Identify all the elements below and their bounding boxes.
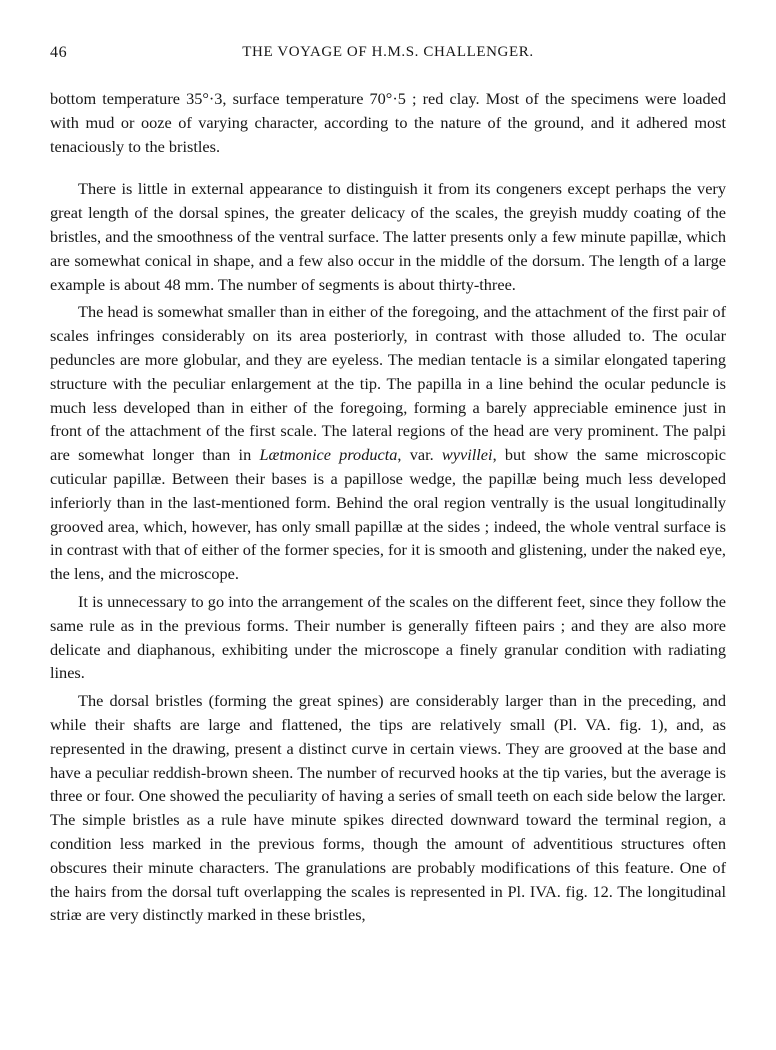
paragraph-3-text-b: , var. — [397, 445, 442, 465]
paragraph-5: The dorsal bristles (forming the great spines) are considerably larger than in the preceding, and while their shafts are large and flattened, the tips are relatively small (Pl. VA. fig. 1), and, as represented in the drawing, present a distinct curve in certain views. They are grooved at the base and have a peculiar reddish-brown sheen. The number of recurved hooks at the tip varies, but the average is three or four. One showed the peculiarity of having a series of small teeth on each side below the larger. The simple bristles as a rule have minute spikes directed downward toward the terminal region, a condition less marked in the previous forms, though the amount of adventitious structures often obscures their minute characters. The granulations are probably modifications of this feature. One of the hairs from the dorsal tuft overlapping the scales is represented in Pl. IVA. fig. 12. The longitudinal striæ are very distinctly marked in these bristles, — [50, 691, 726, 925]
paragraph-3 — [50, 300, 726, 586]
body-text — [50, 87, 726, 927]
paragraph-2: There is little in external appearance to distinguish it from its congeners except perhaps the very great length of the dorsal spines, the greater delicacy of the scales, the greyish muddy coating of the bristles, and the smoothness of the ventral surface. The latter presents only a few minute papillæ, which are somewhat conical in shape, and a few also occur in the middle of the dorsum. The length of a large example is about 48 mm. The number of segments is about thirty-three. — [50, 179, 726, 294]
variety-name: wyvillei — [441, 445, 493, 465]
paragraph-4: It is unnecessary to go into the arrangement of the scales on the different feet, since they follow the same rule as in the previous forms. Their number is generally fifteen pairs ; and they are also more delicate and diaphanous, exhibiting under the microscope a finely granular condition with radiating lines. — [50, 591, 726, 683]
page-number: 46 — [50, 44, 68, 61]
running-head: THE VOYAGE OF H.M.S. CHALLENGER. — [242, 44, 534, 60]
species-name: Lætmonice producta — [259, 445, 398, 465]
paragraph-1: bottom temperature 35°·3, surface temperature 70°·5 ; red clay. Most of the specimens were loaded with mud or ooze of varying character, according to the nature of the ground, and it adhered most tenaciously to the bristles. — [50, 89, 726, 156]
page-header — [50, 44, 726, 66]
paragraph-3-text-c: , but show the same microscopic cuticular papillæ. Between their bases is a papillose wedge, the papillæ being much less developed inferiorly than in the last-mentioned form. Behind the oral region ventrally is the usual longitudinally grooved area, which, however, has only small papillæ at the sides ; indeed, the whole ventral surface is in contrast with that of either of the former species, for it is smooth and glistening, under the naked eye, the lens, and the microscope. — [50, 445, 727, 584]
paragraph-3-text-a: The head is somewhat smaller than in either of the foregoing, and the attachment of the first pair of scales infringes considerably on its area posteriorly, in contrast with those alluded to. The ocular peduncles are more globular, and they are eyeless. The median tentacle is a similar elongated tapering structure with the peculiar enlargement at the tip. The papilla in a line behind the ocular peduncle is much less developed than in either of the foregoing, forming a barely appreciable eminence just in front of the attachment of the first scale. The lateral regions of the head are very prominent. The palpi are somewhat longer than in — [50, 302, 726, 465]
